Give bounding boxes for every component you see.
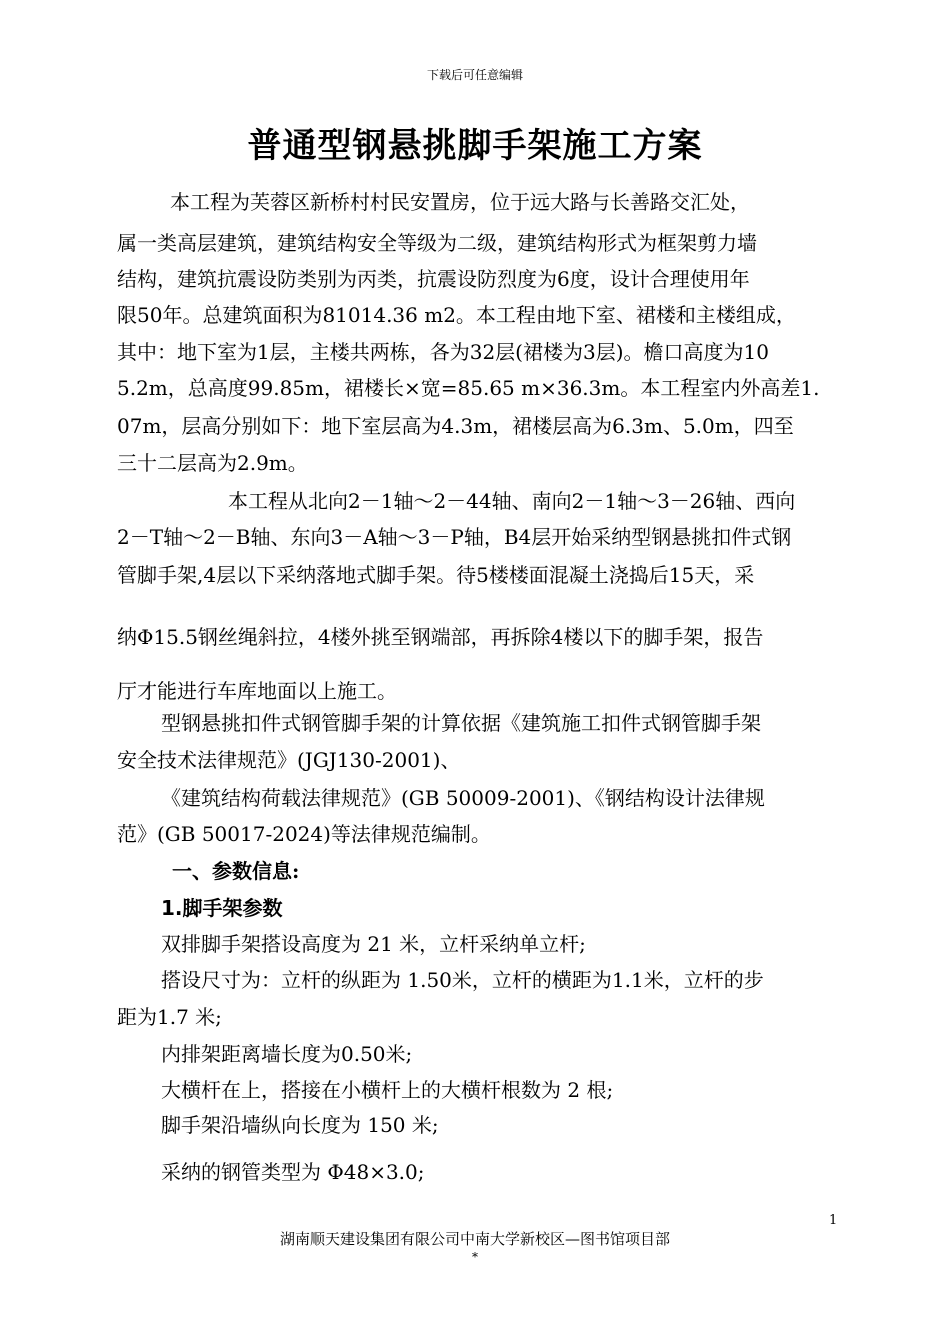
paragraph-line: 07m，层高分别如下：地下室层高为4.3m，裙楼层高为6.3m、5.0m，四至 [117,414,794,438]
paragraph-line: 型钢悬挑扣件式钢管脚手架的计算依据《建筑施工扣件式钢管脚手架 [161,711,761,735]
paragraph-line: 纳Φ15.5钢丝绳斜拉，4楼外挑至钢端部，再拆除4楼以下的脚手架，报告 [117,625,764,649]
paragraph-line: 《建筑结构荷载法律规范》(GB 50009-2001)、《钢结构设计法律规 [161,786,765,810]
paragraph-line: 大横杆在上，搭接在小横杆上的大横杆根数为 2 根; [161,1078,614,1102]
paragraph-line: 距为1.7 米; [117,1005,222,1029]
paragraph-line: 5.2m，总高度99.85m，裙楼长×宽=85.65 m×36.3m。本工程室内外高差1. [117,376,820,400]
paragraph-line: 厅才能进行车库地面以上施工。 [117,679,397,703]
paragraph-line: 安全技术法律规范》(JGJ130-2001)、 [117,748,461,772]
paragraph-line: 属一类高层建筑，建筑结构安全等级为二级，建筑结构形式为框架剪力墙 [117,231,757,255]
header-note: 下载后可任意编辑 [426,68,523,82]
paragraph-line: 内排架距离墙长度为0.50米; [161,1042,413,1066]
paragraph-line: 2－T轴～2－B轴、东向3－A轴～3－P轴，B4层开始采纳型钢悬挑扣件式钢 [117,525,792,549]
page-number: 1 [829,1213,838,1228]
paragraph-line: 结构，建筑抗震设防类别为丙类，抗震设防烈度为6度，设计合理使用年 [117,267,750,291]
paragraph-line: 范》(GB 50017-2024)等法律规范编制。 [117,822,491,846]
subsection-heading: 1.脚手架参数 [161,896,283,920]
paragraph-line: 管脚手架,4层以下采纳落地式脚手架。待5楼楼面混凝土浇捣后15天，采 [117,563,755,587]
paragraph-line: 脚手架沿墙纵向长度为 150 米; [161,1113,439,1137]
footer-mark: * [472,1250,478,1264]
footer-text: 湖南顺天建设集团有限公司中南大学新校区—图书馆项目部 [279,1230,670,1248]
paragraph-line: 其中：地下室为1层，主楼共两栋，各为32层(裙楼为3层)。檐口高度为10 [117,340,769,364]
paragraph-line: 本工程从北向2－1轴～2－44轴、南向2－1轴～3－26轴、西向 [228,489,796,513]
paragraph-line: 采纳的钢管类型为 Φ48×3.0; [161,1160,425,1184]
paragraph-line: 三十二层高为2.9m。 [117,451,308,475]
paragraph-line: 限50年。总建筑面积为81014.36 m2。本工程由地下室、裙楼和主楼组成， [117,303,796,327]
section-heading: 一、参数信息: [172,859,300,883]
paragraph-line: 搭设尺寸为：立杆的纵距为 1.50米，立杆的横距为1.1米，立杆的步 [161,968,764,992]
paragraph-line: 双排脚手架搭设高度为 21 米，立杆采纳单立杆; [161,932,586,956]
document-title: 普通型钢悬挑脚手架施工方案 [247,126,703,166]
paragraph-line: 本工程为芙蓉区新桥村村民安置房，位于远大路与长善路交汇处， [150,190,750,214]
